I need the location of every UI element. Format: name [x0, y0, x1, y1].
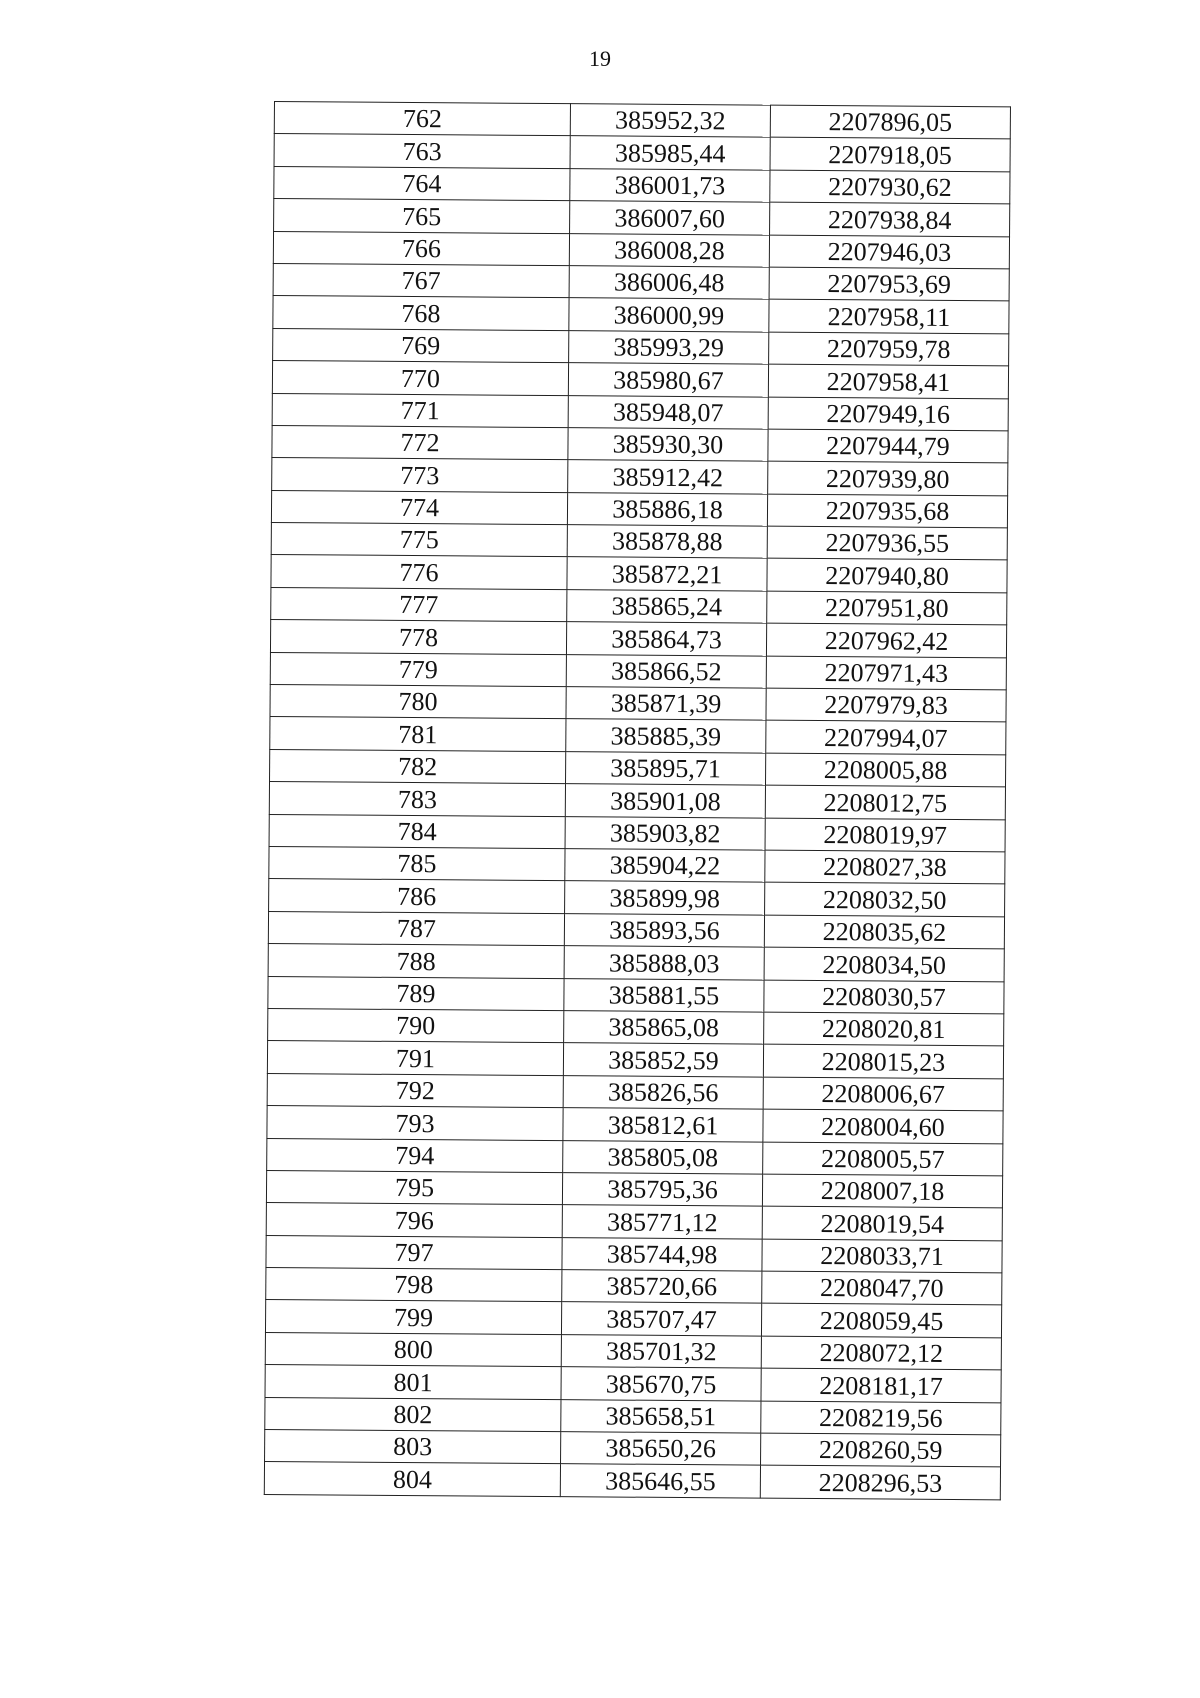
x-coordinate-cell: 385744,98 [562, 1237, 762, 1271]
y-coordinate-cell: 2208027,38 [765, 850, 1005, 884]
table-row [266, 1170, 1002, 1208]
point-number-cell: 781 [270, 717, 566, 752]
x-coordinate-cell: 385881,55 [564, 978, 764, 1012]
table-row [272, 425, 1008, 463]
y-coordinate-cell: 2207958,41 [768, 364, 1008, 398]
x-coordinate-cell: 385878,88 [567, 525, 767, 559]
point-number-cell: 772 [272, 425, 568, 460]
y-coordinate-cell: 2207979,83 [766, 688, 1006, 722]
y-coordinate-cell: 2208033,71 [762, 1239, 1002, 1273]
table-row [265, 1365, 1001, 1403]
x-coordinate-cell: 385866,52 [566, 654, 766, 688]
table-row [268, 911, 1004, 949]
y-coordinate-cell: 2208047,70 [762, 1271, 1002, 1305]
table-row [274, 102, 1010, 140]
x-coordinate-cell: 386007,60 [570, 201, 770, 235]
y-coordinate-cell: 2208004,60 [763, 1109, 1003, 1143]
table-row [265, 1332, 1001, 1370]
point-number-cell: 799 [265, 1300, 561, 1335]
x-coordinate-cell: 385952,32 [570, 104, 770, 138]
y-coordinate-cell: 2208019,54 [762, 1206, 1002, 1240]
y-coordinate-cell: 2207935,68 [767, 494, 1007, 528]
x-coordinate-cell: 385720,66 [562, 1270, 762, 1304]
y-coordinate-cell: 2207938,84 [770, 202, 1010, 236]
table-row [266, 1235, 1002, 1273]
y-coordinate-cell: 2208012,75 [765, 785, 1005, 819]
y-coordinate-cell: 2207962,42 [766, 623, 1006, 657]
x-coordinate-cell: 385805,08 [563, 1140, 763, 1174]
table-row [265, 1300, 1001, 1338]
x-coordinate-cell: 386001,73 [570, 168, 770, 202]
x-coordinate-cell: 385903,82 [565, 816, 765, 850]
x-coordinate-cell: 385872,21 [567, 557, 767, 591]
x-coordinate-cell: 386000,99 [569, 298, 769, 332]
y-coordinate-cell: 2208020,81 [764, 1012, 1004, 1046]
y-coordinate-cell: 2208296,53 [760, 1466, 1000, 1500]
x-coordinate-cell: 385707,47 [561, 1302, 761, 1336]
table-row [274, 166, 1010, 204]
x-coordinate-cell: 385885,39 [566, 719, 766, 753]
table-row [265, 1397, 1001, 1435]
x-coordinate-cell: 385865,08 [564, 1011, 764, 1045]
point-number-cell: 770 [272, 361, 568, 396]
point-number-cell: 792 [267, 1073, 563, 1108]
table-row [270, 652, 1006, 690]
x-coordinate-cell: 385670,75 [561, 1367, 761, 1401]
y-coordinate-cell: 2208219,56 [761, 1401, 1001, 1435]
x-coordinate-cell: 385930,30 [568, 428, 768, 462]
point-number-cell: 774 [271, 490, 567, 525]
y-coordinate-cell: 2207958,11 [769, 299, 1009, 333]
table-row [272, 393, 1008, 431]
y-coordinate-cell: 2208034,50 [764, 947, 1004, 981]
table-row [270, 717, 1006, 755]
table-row [271, 523, 1007, 561]
point-number-cell: 804 [264, 1462, 560, 1497]
point-number-cell: 768 [273, 296, 569, 331]
table-row [267, 1073, 1003, 1111]
point-number-cell: 791 [267, 1041, 563, 1076]
point-number-cell: 767 [273, 263, 569, 298]
x-coordinate-cell: 385904,22 [565, 849, 765, 883]
y-coordinate-cell: 2207896,05 [770, 105, 1010, 139]
y-coordinate-cell: 2207971,43 [766, 656, 1006, 690]
point-number-cell: 800 [265, 1332, 561, 1367]
y-coordinate-cell: 2207953,69 [769, 267, 1009, 301]
table-row [271, 490, 1007, 528]
x-coordinate-cell: 385886,18 [567, 492, 767, 526]
table-row [265, 1429, 1001, 1467]
y-coordinate-cell: 2207951,80 [767, 591, 1007, 625]
point-number-cell: 773 [272, 458, 568, 493]
table-row [268, 1008, 1004, 1046]
point-number-cell: 803 [265, 1429, 561, 1464]
table-row [268, 944, 1004, 982]
point-number-cell: 796 [266, 1203, 562, 1238]
y-coordinate-cell: 2208035,62 [764, 915, 1004, 949]
x-coordinate-cell: 385864,73 [566, 622, 766, 656]
x-coordinate-cell: 385893,56 [564, 913, 764, 947]
table-row [271, 587, 1007, 625]
point-number-cell: 762 [274, 102, 570, 137]
coordinates-table-body [264, 102, 1010, 1500]
y-coordinate-cell: 2207930,62 [770, 170, 1010, 204]
point-number-cell: 771 [272, 393, 568, 428]
table-row [267, 1106, 1003, 1144]
table-row [269, 846, 1005, 884]
table-row [266, 1203, 1002, 1241]
y-coordinate-cell: 2208005,88 [765, 753, 1005, 787]
table-row [270, 620, 1006, 658]
table-row [264, 1462, 1000, 1500]
point-number-cell: 797 [266, 1235, 562, 1270]
point-number-cell: 779 [270, 652, 566, 687]
point-number-cell: 784 [269, 814, 565, 849]
x-coordinate-cell: 385795,36 [562, 1173, 762, 1207]
point-number-cell: 790 [268, 1008, 564, 1043]
point-number-cell: 787 [268, 911, 564, 946]
table-row [269, 879, 1005, 917]
x-coordinate-cell: 385888,03 [564, 946, 764, 980]
point-number-cell: 780 [270, 685, 566, 720]
y-coordinate-cell: 2208181,17 [761, 1368, 1001, 1402]
point-number-cell: 763 [274, 134, 570, 169]
table-row [268, 976, 1004, 1014]
point-number-cell: 777 [271, 587, 567, 622]
point-number-cell: 793 [267, 1106, 563, 1141]
table-row [274, 134, 1010, 172]
table-row [270, 749, 1006, 787]
x-coordinate-cell: 385658,51 [561, 1399, 761, 1433]
table-row [273, 296, 1009, 334]
y-coordinate-cell: 2207949,16 [768, 397, 1008, 431]
point-number-cell: 795 [266, 1170, 562, 1205]
table-row [270, 685, 1006, 723]
coordinates-table [264, 101, 1011, 1500]
x-coordinate-cell: 385771,12 [562, 1205, 762, 1239]
x-coordinate-cell: 385650,26 [561, 1432, 761, 1466]
x-coordinate-cell: 385852,59 [563, 1043, 763, 1077]
x-coordinate-cell: 385901,08 [565, 784, 765, 818]
y-coordinate-cell: 2208072,12 [761, 1336, 1001, 1370]
y-coordinate-cell: 2207940,80 [767, 559, 1007, 593]
point-number-cell: 778 [270, 620, 566, 655]
point-number-cell: 789 [268, 976, 564, 1011]
point-number-cell: 801 [265, 1365, 561, 1400]
point-number-cell: 798 [266, 1268, 562, 1303]
y-coordinate-cell: 2208006,67 [763, 1077, 1003, 1111]
y-coordinate-cell: 2208059,45 [761, 1304, 1001, 1338]
point-number-cell: 802 [265, 1397, 561, 1432]
point-number-cell: 782 [270, 749, 566, 784]
y-coordinate-cell: 2208015,23 [763, 1044, 1003, 1078]
table-row [273, 328, 1009, 366]
x-coordinate-cell: 386006,48 [569, 266, 769, 300]
y-coordinate-cell: 2208032,50 [765, 882, 1005, 916]
y-coordinate-cell: 2207944,79 [768, 429, 1008, 463]
y-coordinate-cell: 2208260,59 [761, 1433, 1001, 1467]
point-number-cell: 775 [271, 523, 567, 558]
point-number-cell: 769 [273, 328, 569, 363]
table-row [274, 199, 1010, 237]
point-number-cell: 776 [271, 555, 567, 590]
point-number-cell: 764 [274, 166, 570, 201]
y-coordinate-cell: 2208007,18 [762, 1174, 1002, 1208]
y-coordinate-cell: 2208005,57 [763, 1142, 1003, 1176]
x-coordinate-cell: 385826,56 [563, 1075, 763, 1109]
table-row [273, 263, 1009, 301]
x-coordinate-cell: 385865,24 [567, 590, 767, 624]
x-coordinate-cell: 385980,67 [568, 363, 768, 397]
y-coordinate-cell: 2207946,03 [769, 235, 1009, 269]
x-coordinate-cell: 385948,07 [568, 395, 768, 429]
point-number-cell: 786 [269, 879, 565, 914]
x-coordinate-cell: 385895,71 [566, 751, 766, 785]
table-row [267, 1138, 1003, 1176]
x-coordinate-cell: 385899,98 [565, 881, 765, 915]
y-coordinate-cell: 2208030,57 [764, 980, 1004, 1014]
point-number-cell: 765 [274, 199, 570, 234]
x-coordinate-cell: 386008,28 [569, 233, 769, 267]
table-row [267, 1041, 1003, 1079]
y-coordinate-cell: 2207994,07 [766, 721, 1006, 755]
table-row [266, 1268, 1002, 1306]
table-row [272, 458, 1008, 496]
x-coordinate-cell: 385985,44 [570, 136, 770, 170]
y-coordinate-cell: 2207936,55 [767, 526, 1007, 560]
x-coordinate-cell: 385993,29 [569, 330, 769, 364]
x-coordinate-cell: 385646,55 [560, 1464, 760, 1498]
y-coordinate-cell: 2207939,80 [768, 461, 1008, 495]
point-number-cell: 794 [267, 1138, 563, 1173]
table-row [269, 782, 1005, 820]
x-coordinate-cell: 385912,42 [568, 460, 768, 494]
table-row [272, 361, 1008, 399]
page-number: 19 [589, 46, 611, 71]
point-number-cell: 783 [269, 782, 565, 817]
x-coordinate-cell: 385812,61 [563, 1108, 763, 1142]
y-coordinate-cell: 2207959,78 [769, 332, 1009, 366]
point-number-cell: 785 [269, 846, 565, 881]
point-number-cell: 788 [268, 944, 564, 979]
point-number-cell: 766 [273, 231, 569, 266]
table-row [273, 231, 1009, 269]
y-coordinate-cell: 2207918,05 [770, 138, 1010, 172]
table-row [269, 814, 1005, 852]
x-coordinate-cell: 385871,39 [566, 687, 766, 721]
table-row [271, 555, 1007, 593]
x-coordinate-cell: 385701,32 [561, 1334, 761, 1368]
y-coordinate-cell: 2208019,97 [765, 818, 1005, 852]
